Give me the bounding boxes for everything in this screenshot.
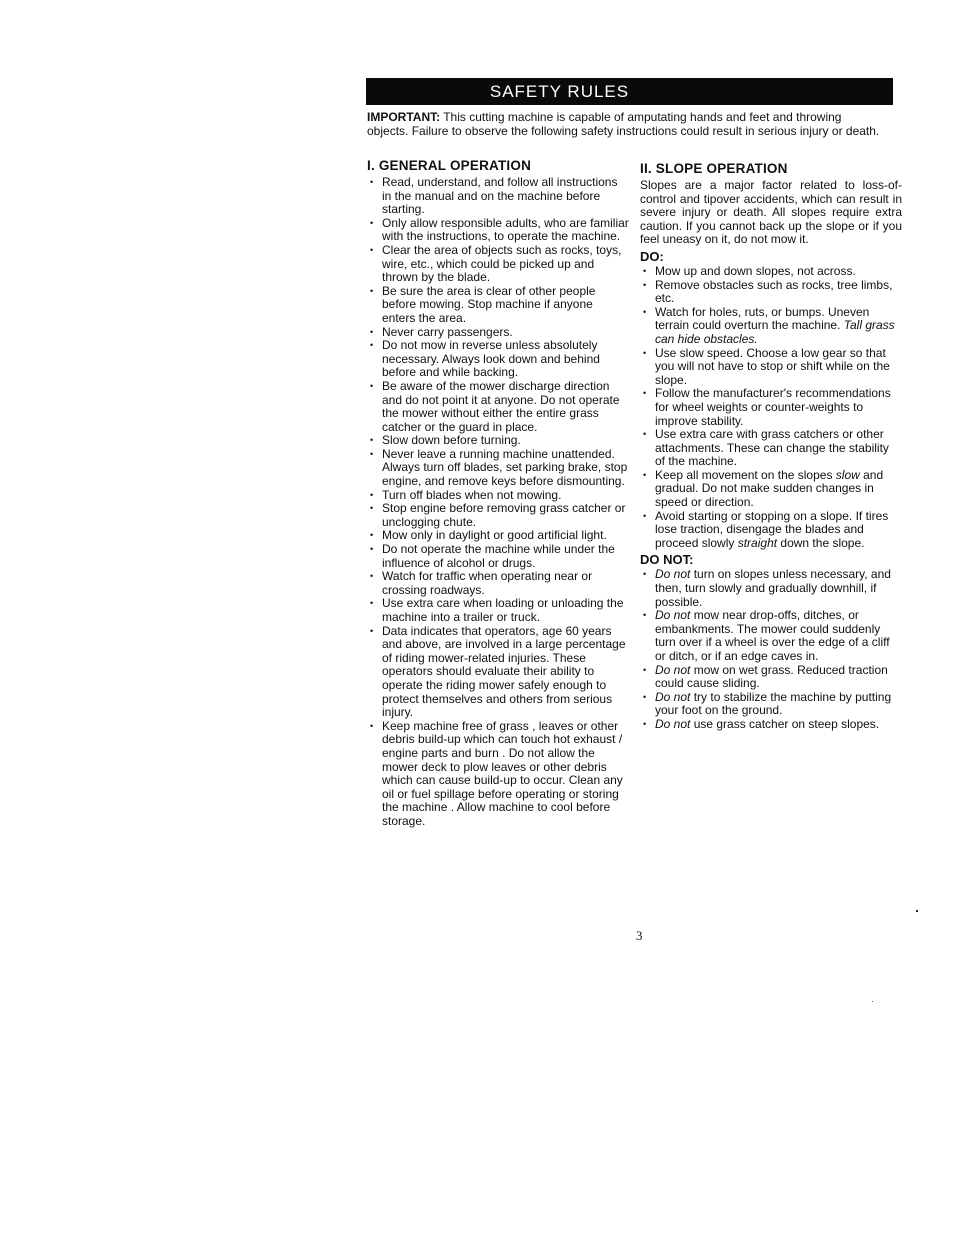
list-item: • Use extra care with grass catchers or other attachments. These can change the stability of the machine. [640, 428, 902, 469]
safety-rules-banner [366, 78, 893, 105]
slope-operation-section [640, 161, 902, 732]
list-item: • Do not mow in reverse unless absolutely necessary. Always look down and behind before and while backing. [367, 339, 629, 380]
slope-operation-heading: II. SLOPE OPERATION [640, 161, 788, 176]
general-operation-heading: I. GENERAL OPERATION [367, 158, 532, 173]
do-heading: DO: [640, 248, 664, 264]
slope-intro-paragraph: Slopes are a major factor related to loss-of-control and tipover accidents, which can result in severe injury or death. All slopes require extra caution. If you cannot back up the slope or if you feel uneasy on it, do not mow it. [640, 178, 902, 247]
list-item: • Data indicates that operators, age 60 years and above, are involved in a large percentage of riding mower-related injuries. These operators should evaluate their ability to operate the riding mower safely enough to protect themselves and others from serious injury. [367, 625, 629, 720]
page-number: 3 [636, 928, 643, 943]
important-label: IMPORTANT: [367, 110, 441, 124]
general-operation-section [367, 158, 629, 829]
general-operation-list [367, 176, 629, 829]
list-item: • Do not operate the machine while under the influence of alcohol or drugs. [367, 543, 629, 570]
do-not-list [640, 568, 902, 731]
list-item: • Avoid starting or stopping on a slope. If tires lose traction, disengage the blades and proceed slowly straight down the slope. [640, 510, 902, 551]
list-item: • Slow down before turning. [367, 434, 629, 448]
list-item: • Keep machine free of grass , leaves or other debris build-up which can touch hot exhaust / engine parts and burn . Do not allow the mower deck to plow leaves or other debris which can cause build-up to occur. Clean any oil or fuel spillage before operating or storing the machine . Allow machine to cool before storage. [367, 720, 629, 829]
list-item: • Use extra care when loading or unloading the machine into a trailer or truck. [367, 597, 629, 624]
list-item: • Read, understand, and follow all instructions in the manual and on the machine before starting. [367, 176, 629, 217]
important-notice [367, 111, 882, 138]
list-item: • Mow up and down slopes, not across. [640, 265, 902, 279]
list-item: • Never carry passengers. [367, 326, 629, 340]
list-item: • Be sure the area is clear of other people before mowing. Stop machine if anyone enters the area. [367, 285, 629, 326]
list-item: • Do not use grass catcher on steep slopes. [640, 718, 902, 732]
list-item: • Never leave a running machine unattended. Always turn off blades, set parking brake, stop engine, and remove keys before dismounting. [367, 448, 629, 489]
do-list [640, 265, 902, 550]
banner-title: SAFETY RULES [489, 82, 630, 101]
important-text: This cutting machine is capable of amputating hands and feet and throwing objects. Failure to observe the following safety instructions could result in serious injury or death. [367, 110, 880, 138]
scan-speck [916, 910, 918, 912]
list-item: • Follow the manufacturer's recommendations for wheel weights or counter-weights to improve stability. [640, 387, 902, 428]
list-item: • Be aware of the mower discharge direction and do not point it at anyone. Do not operate the mower without either the entire grass catcher or the guard in place. [367, 380, 629, 434]
list-item: • Keep all movement on the slopes slow and gradual. Do not make sudden changes in speed or direction. [640, 469, 902, 510]
list-item: • Do not mow near drop-offs, ditches, or embankments. The mower could suddenly turn over if a wheel is over the edge of a cliff or ditch, or if an edge caves in. [640, 609, 902, 663]
list-item: • Watch for traffic when operating near or crossing roadways. [367, 570, 629, 597]
list-item: • Do not turn on slopes unless necessary, and then, turn slowly and gradually downhill, if possible. [640, 568, 902, 609]
list-item: • Do not mow on wet grass. Reduced traction could cause sliding. [640, 664, 902, 691]
list-item: • Watch for holes, ruts, or bumps. Uneven terrain could overturn the machine. Tall grass can hide obstacles. [640, 306, 902, 347]
list-item: • Do not try to stabilize the machine by putting your foot on the ground. [640, 691, 902, 718]
list-item: • Clear the area of objects such as rocks, toys, wire, etc., which could be picked up and thrown by the blade. [367, 244, 629, 285]
list-item: • Use slow speed. Choose a low gear so that you will not have to stop or shift while on the slope. [640, 347, 902, 388]
list-item: • Stop engine before removing grass catcher or unclogging chute. [367, 502, 629, 529]
list-item: • Only allow responsible adults, who are familiar with the instructions, to operate the machine. [367, 217, 629, 244]
list-item: • Remove obstacles such as rocks, tree limbs, etc. [640, 279, 902, 306]
list-item: • Turn off blades when not mowing. [367, 489, 629, 503]
list-item: • Mow only in daylight or good artificial light. [367, 529, 629, 543]
do-not-heading: DO NOT: [640, 552, 694, 568]
scan-speck [872, 1001, 873, 1002]
